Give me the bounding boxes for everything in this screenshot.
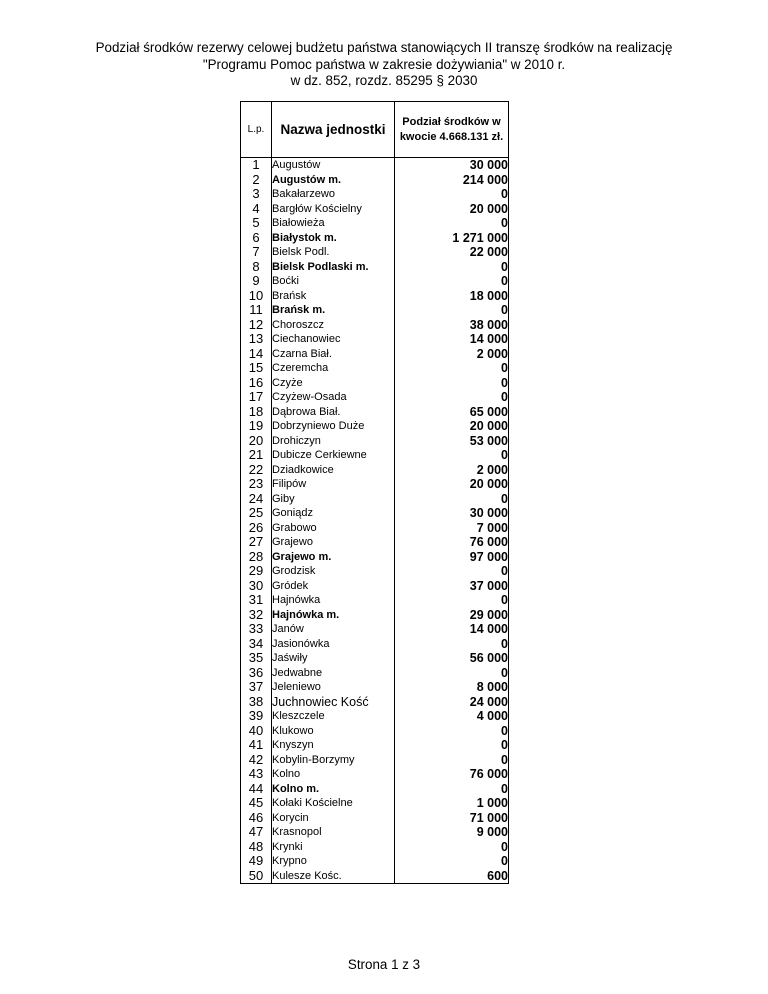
title-line-3: w dz. 852, rozdz. 85295 § 2030 — [290, 73, 478, 88]
table-row — [241, 564, 509, 579]
row-name: Boćki — [272, 274, 395, 289]
row-value: 65 000 — [395, 405, 509, 420]
table-row — [241, 361, 509, 376]
row-name: Kleszczele — [272, 709, 395, 724]
table-row — [241, 840, 509, 855]
row-value: 0 — [395, 274, 509, 289]
table-row — [241, 637, 509, 652]
row-lp: 44 — [241, 782, 272, 797]
row-name: Gródek — [272, 579, 395, 594]
row-name: Bargłów Kościelny — [272, 202, 395, 217]
row-value: 71 000 — [395, 811, 509, 826]
row-name: Dubicze Cerkiewne — [272, 448, 395, 463]
row-value: 9 000 — [395, 825, 509, 840]
row-lp: 43 — [241, 767, 272, 782]
row-name: Kolno — [272, 767, 395, 782]
row-value: 0 — [395, 753, 509, 768]
table-row — [241, 608, 509, 623]
table-row — [241, 709, 509, 724]
row-lp: 49 — [241, 854, 272, 869]
table-row — [241, 202, 509, 217]
table-row — [241, 405, 509, 420]
row-value: 2 000 — [395, 347, 509, 362]
table-row — [241, 521, 509, 536]
row-name: Białystok m. — [272, 231, 395, 246]
table-row — [241, 245, 509, 260]
table-row — [241, 782, 509, 797]
row-name: Czeremcha — [272, 361, 395, 376]
row-lp: 37 — [241, 680, 272, 695]
header-value: Podział środków w kwocie 4.668.131 zł. — [395, 102, 509, 158]
row-name: Czyżew-Osada — [272, 390, 395, 405]
row-name: Białowieża — [272, 216, 395, 231]
row-value: 20 000 — [395, 202, 509, 217]
table-row — [241, 448, 509, 463]
table-row — [241, 622, 509, 637]
row-value: 0 — [395, 187, 509, 202]
table-row — [241, 332, 509, 347]
row-value: 0 — [395, 492, 509, 507]
row-lp: 35 — [241, 651, 272, 666]
row-value: 0 — [395, 564, 509, 579]
row-name: Kolno m. — [272, 782, 395, 797]
row-value: 0 — [395, 840, 509, 855]
row-value: 1 000 — [395, 796, 509, 811]
row-name: Czarna Biał. — [272, 347, 395, 362]
allocation-table — [240, 101, 509, 884]
row-value: 0 — [395, 637, 509, 652]
row-value: 0 — [395, 390, 509, 405]
row-lp: 38 — [241, 695, 272, 710]
row-lp: 45 — [241, 796, 272, 811]
row-lp: 5 — [241, 216, 272, 231]
row-value: 14 000 — [395, 622, 509, 637]
table-row — [241, 158, 509, 173]
row-name: Grodzisk — [272, 564, 395, 579]
row-value: 0 — [395, 260, 509, 275]
table-row — [241, 811, 509, 826]
row-name: Bielsk Podlaski m. — [272, 260, 395, 275]
row-lp: 20 — [241, 434, 272, 449]
row-value: 0 — [395, 593, 509, 608]
row-value: 18 000 — [395, 289, 509, 304]
row-value: 4 000 — [395, 709, 509, 724]
row-value: 600 — [395, 869, 509, 884]
table-row — [241, 274, 509, 289]
row-name: Hajnówka — [272, 593, 395, 608]
table-row — [241, 796, 509, 811]
row-lp: 31 — [241, 593, 272, 608]
row-lp: 50 — [241, 869, 272, 884]
table-row — [241, 825, 509, 840]
row-value: 97 000 — [395, 550, 509, 565]
row-name: Dobrzyniewo Duże — [272, 419, 395, 434]
document-title — [0, 40, 768, 90]
row-lp: 14 — [241, 347, 272, 362]
row-value: 30 000 — [395, 506, 509, 521]
table-header-row — [241, 102, 509, 158]
row-name: Bielsk Podl. — [272, 245, 395, 260]
row-name: Grabowo — [272, 521, 395, 536]
table-row — [241, 579, 509, 594]
table-row — [241, 390, 509, 405]
row-value: 76 000 — [395, 535, 509, 550]
table-row — [241, 854, 509, 869]
row-name: Knyszyn — [272, 738, 395, 753]
row-lp: 19 — [241, 419, 272, 434]
row-value: 0 — [395, 376, 509, 391]
row-name: Choroszcz — [272, 318, 395, 333]
row-value: 8 000 — [395, 680, 509, 695]
row-lp: 28 — [241, 550, 272, 565]
table-row — [241, 651, 509, 666]
row-value: 20 000 — [395, 419, 509, 434]
row-value: 0 — [395, 666, 509, 681]
row-lp: 22 — [241, 463, 272, 478]
header-name: Nazwa jednostki — [272, 102, 395, 158]
row-name: Klukowo — [272, 724, 395, 739]
table-row — [241, 303, 509, 318]
row-lp: 42 — [241, 753, 272, 768]
row-value: 214 000 — [395, 173, 509, 188]
row-lp: 11 — [241, 303, 272, 318]
table-row — [241, 463, 509, 478]
row-value: 0 — [395, 216, 509, 231]
row-lp: 3 — [241, 187, 272, 202]
table-row — [241, 173, 509, 188]
table-row — [241, 318, 509, 333]
row-name: Giby — [272, 492, 395, 507]
row-lp: 13 — [241, 332, 272, 347]
row-lp: 46 — [241, 811, 272, 826]
row-name: Korycin — [272, 811, 395, 826]
row-value: 1 271 000 — [395, 231, 509, 246]
row-lp: 25 — [241, 506, 272, 521]
table-row — [241, 666, 509, 681]
table-row — [241, 419, 509, 434]
table-row — [241, 434, 509, 449]
row-lp: 9 — [241, 274, 272, 289]
row-name: Juchnowiec Kość — [272, 695, 395, 710]
row-lp: 32 — [241, 608, 272, 623]
row-lp: 17 — [241, 390, 272, 405]
row-name: Kołaki Kościelne — [272, 796, 395, 811]
title-line-2: "Programu Pomoc państwa w zakresie dożywiania" w 2010 r. — [202, 56, 566, 72]
row-lp: 10 — [241, 289, 272, 304]
row-lp: 40 — [241, 724, 272, 739]
row-value: 37 000 — [395, 579, 509, 594]
row-name: Krynki — [272, 840, 395, 855]
row-value: 0 — [395, 303, 509, 318]
table-row — [241, 724, 509, 739]
table-row — [241, 869, 509, 884]
table-row — [241, 347, 509, 362]
row-name: Jasionówka — [272, 637, 395, 652]
row-lp: 33 — [241, 622, 272, 637]
table-row — [241, 289, 509, 304]
table-row — [241, 550, 509, 565]
row-name: Grajewo m. — [272, 550, 395, 565]
row-lp: 2 — [241, 173, 272, 188]
row-name: Krypno — [272, 854, 395, 869]
row-name: Jedwabne — [272, 666, 395, 681]
title-line-1: Podział środków rezerwy celowej budżetu państwa stanowiących II transzę środków na realizację — [95, 40, 673, 55]
row-name: Krasnopol — [272, 825, 395, 840]
row-name: Janów — [272, 622, 395, 637]
row-lp: 21 — [241, 448, 272, 463]
row-name: Kulesze Kośc. — [272, 869, 395, 884]
row-name: Dziadkowice — [272, 463, 395, 478]
row-value: 76 000 — [395, 767, 509, 782]
row-name: Brańsk — [272, 289, 395, 304]
table-row — [241, 216, 509, 231]
row-name: Drohiczyn — [272, 434, 395, 449]
row-name: Ciechanowiec — [272, 332, 395, 347]
row-lp: 6 — [241, 231, 272, 246]
table-row — [241, 738, 509, 753]
row-value: 0 — [395, 782, 509, 797]
row-value: 24 000 — [395, 695, 509, 710]
row-lp: 41 — [241, 738, 272, 753]
table-row — [241, 492, 509, 507]
row-value: 38 000 — [395, 318, 509, 333]
table-row — [241, 695, 509, 710]
row-lp: 15 — [241, 361, 272, 376]
row-name: Goniądz — [272, 506, 395, 521]
row-value: 29 000 — [395, 608, 509, 623]
row-value: 2 000 — [395, 463, 509, 478]
row-name: Augustów — [272, 158, 395, 173]
row-value: 56 000 — [395, 651, 509, 666]
row-lp: 36 — [241, 666, 272, 681]
table-row — [241, 506, 509, 521]
row-value: 30 000 — [395, 158, 509, 173]
row-value: 53 000 — [395, 434, 509, 449]
page-footer: Strona 1 z 3 — [347, 957, 421, 972]
table-row — [241, 477, 509, 492]
row-lp: 8 — [241, 260, 272, 275]
table-row — [241, 187, 509, 202]
table-row — [241, 680, 509, 695]
row-lp: 30 — [241, 579, 272, 594]
table-row — [241, 231, 509, 246]
row-value: 0 — [395, 724, 509, 739]
row-name: Kobylin-Borzymy — [272, 753, 395, 768]
table-row — [241, 593, 509, 608]
row-lp: 12 — [241, 318, 272, 333]
row-lp: 27 — [241, 535, 272, 550]
row-lp: 26 — [241, 521, 272, 536]
row-value: 7 000 — [395, 521, 509, 536]
row-value: 14 000 — [395, 332, 509, 347]
row-value: 0 — [395, 854, 509, 869]
table-row — [241, 376, 509, 391]
row-name: Bakałarzewo — [272, 187, 395, 202]
table-row — [241, 753, 509, 768]
row-lp: 34 — [241, 637, 272, 652]
row-lp: 7 — [241, 245, 272, 260]
row-name: Augustów m. — [272, 173, 395, 188]
row-name: Grajewo — [272, 535, 395, 550]
row-value: 0 — [395, 738, 509, 753]
row-value: 22 000 — [395, 245, 509, 260]
row-lp: 23 — [241, 477, 272, 492]
row-name: Brańsk m. — [272, 303, 395, 318]
row-lp: 18 — [241, 405, 272, 420]
table-row — [241, 767, 509, 782]
row-name: Jaświły — [272, 651, 395, 666]
row-value: 0 — [395, 361, 509, 376]
table-row — [241, 260, 509, 275]
table-body — [241, 158, 509, 884]
row-lp: 1 — [241, 158, 272, 173]
row-name: Jeleniewo — [272, 680, 395, 695]
row-value: 20 000 — [395, 477, 509, 492]
header-lp: L.p. — [241, 102, 272, 158]
row-name: Filipów — [272, 477, 395, 492]
row-lp: 29 — [241, 564, 272, 579]
row-lp: 47 — [241, 825, 272, 840]
row-value: 0 — [395, 448, 509, 463]
row-lp: 4 — [241, 202, 272, 217]
row-name: Hajnówka m. — [272, 608, 395, 623]
row-lp: 16 — [241, 376, 272, 391]
table-row — [241, 535, 509, 550]
row-lp: 48 — [241, 840, 272, 855]
row-lp: 39 — [241, 709, 272, 724]
row-name: Czyże — [272, 376, 395, 391]
row-lp: 24 — [241, 492, 272, 507]
row-name: Dąbrowa Biał. — [272, 405, 395, 420]
